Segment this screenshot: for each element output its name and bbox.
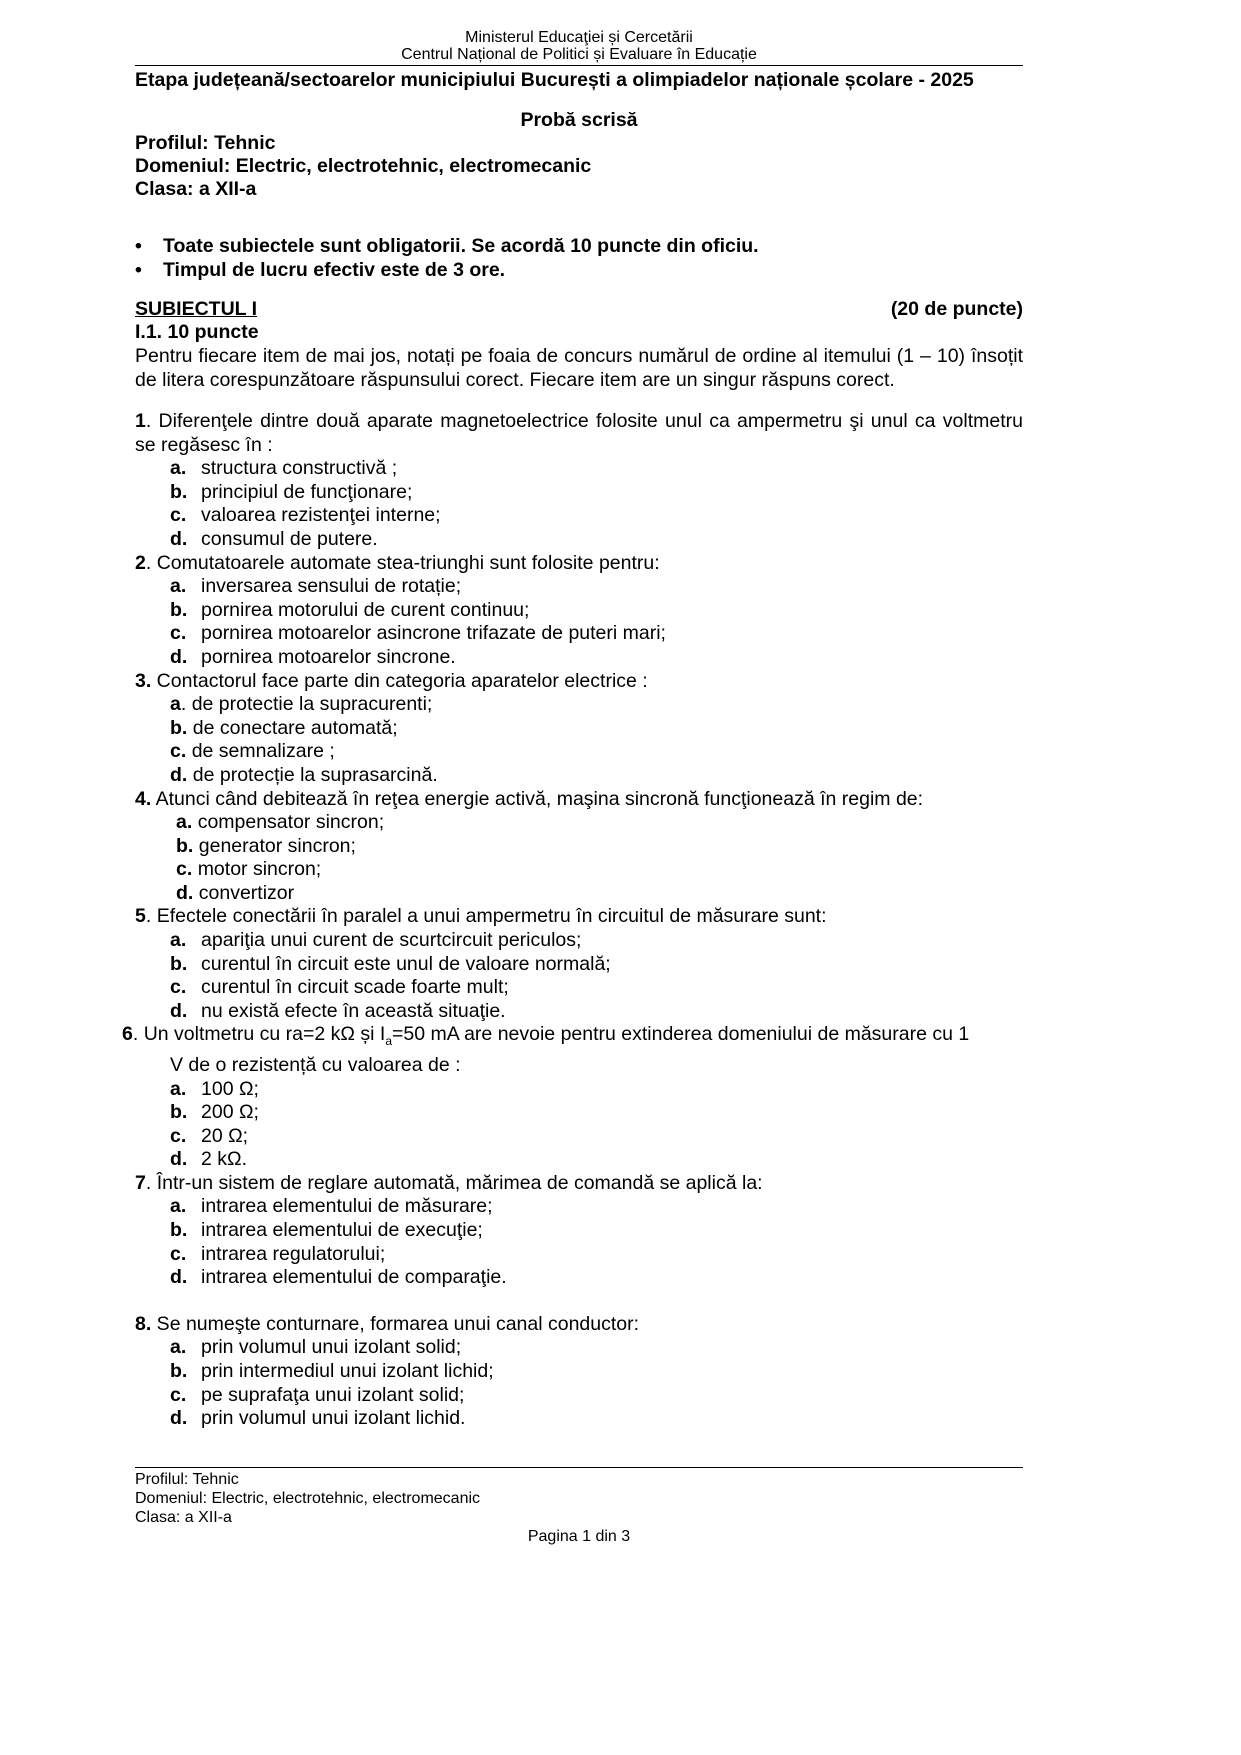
question-item [135, 1172, 1023, 1290]
option-letter: c. [170, 504, 187, 527]
question-number: 3. [135, 669, 152, 692]
answer-option [135, 693, 1023, 717]
header-divider [135, 65, 1023, 66]
answer-option [135, 1219, 1023, 1243]
question-stem [135, 1313, 1023, 1337]
option-letter: b. [170, 1219, 188, 1242]
footer-profile: Profilul: Tehnic [135, 1471, 239, 1488]
question-item [135, 670, 1023, 788]
option-text: de conectare automată; [192, 716, 398, 739]
option-letter: d. [170, 1407, 188, 1430]
answer-option [135, 976, 1023, 1000]
answer-option [135, 858, 1023, 882]
section-heading: I.1. 10 puncte [135, 321, 259, 343]
answer-option [135, 1336, 1023, 1360]
option-text: structura constructivă ; [201, 457, 398, 480]
class: Clasa: a XII-a [135, 178, 257, 200]
answer-option [135, 646, 1023, 670]
answer-option [135, 764, 1023, 788]
question-number: 2 [135, 551, 146, 574]
answer-option [135, 1407, 1023, 1431]
option-text: pornirea motorului de curent continuu; [201, 598, 530, 621]
answer-option [135, 622, 1023, 646]
subject-points: (20 de puncte) [890, 298, 1023, 320]
option-text: principiul de funcţionare; [201, 480, 413, 503]
option-text: intrarea regulatorului; [201, 1242, 386, 1265]
option-letter: a. [170, 929, 187, 952]
question-stem [135, 552, 1023, 576]
option-letter: b. [176, 834, 194, 857]
option-letter: b. [170, 598, 188, 621]
stem-text: . Comutatoarele automate stea-triunghi sunt folosite pentru: [145, 551, 660, 574]
option-text: motor sincron; [197, 858, 322, 881]
stem-text: Atunci când debitează în reţea energie activă, maşina sincronă funcţionează în regim de: [151, 787, 924, 810]
option-letter: a [170, 693, 181, 716]
option-text: compensator sincron; [197, 811, 385, 834]
question-stem [135, 670, 1023, 694]
option-text: pe suprafaţa unui izolant solid; [201, 1383, 465, 1406]
answer-option [135, 528, 1023, 552]
exam-subtitle: Probă scrisă [520, 109, 638, 131]
option-letter: a. [170, 575, 187, 598]
option-letter: c. [170, 622, 187, 645]
option-letter: d. [170, 645, 188, 668]
question-stem [122, 1023, 1023, 1053]
footer-class: Clasa: a XII-a [135, 1509, 232, 1526]
answer-option [135, 1000, 1023, 1024]
option-letter: d. [176, 881, 194, 904]
answer-option [122, 1125, 1023, 1149]
question-item [122, 1023, 1023, 1171]
option-letter: d. [170, 527, 188, 550]
option-text: de protecție la suprasarcină. [192, 763, 438, 786]
option-letter: d. [170, 1148, 188, 1171]
question-number: 6 [122, 1023, 133, 1046]
option-letter: a. [176, 811, 193, 834]
option-text: pornirea motoarelor asincrone trifazate de puteri mari; [201, 622, 666, 645]
option-letter: a. [170, 457, 187, 480]
option-letter: a. [170, 1195, 187, 1218]
answer-option [135, 929, 1023, 953]
question-item [135, 905, 1023, 1023]
option-text: intrarea elementului de execuţie; [201, 1219, 483, 1242]
option-text: generator sincron; [198, 834, 356, 857]
stem-text: . Diferenţele dintre două aparate magnetoelectrice folosite unul ca ampermetru şi unul ca voltmetru se regăsesc în : [135, 410, 1023, 456]
question-stem [135, 1172, 1023, 1196]
profile: Profilul: Tehnic [135, 132, 276, 154]
domain: Domeniul: Electric, electrotehnic, electromecanic [135, 155, 592, 177]
instructions: Pentru fiecare item de mai jos, notați pe foaia de concurs numărul de ordine al itemului (1 – 10) însoțit de litera corespunzătoare răspunsului corect. Fiecare item are un singur răspuns corect. [135, 345, 1023, 391]
question-item [135, 552, 1023, 670]
answer-option [135, 882, 1023, 906]
answer-option [135, 504, 1023, 528]
question-list [122, 410, 1023, 1431]
option-letter: d. [170, 999, 188, 1022]
option-text: curentul în circuit scade foarte mult; [201, 976, 509, 999]
option-text: intrarea elementului de măsurare; [201, 1195, 493, 1218]
answer-option [135, 953, 1023, 977]
answer-option [135, 1360, 1023, 1384]
exam-title: Etapa județeană/sectoarelor municipiului București a olimpiadelor naționale școlare - 2025 [135, 69, 974, 91]
option-letter: b. [170, 952, 188, 975]
option-text: 20 Ω; [201, 1124, 249, 1147]
answer-option [135, 835, 1023, 859]
option-letter: a. [170, 1077, 187, 1100]
stem-text: . Într-un sistem de reglare automată, mărimea de comandă se aplică la: [145, 1171, 763, 1194]
question-number: 4. [135, 787, 152, 810]
answer-option [122, 1101, 1023, 1125]
answer-option [135, 599, 1023, 623]
option-text: nu există efecte în această situaţie. [201, 999, 506, 1022]
option-text: prin volumul unui izolant lichid. [201, 1407, 466, 1430]
option-letter: c. [170, 1242, 187, 1265]
answer-option [122, 1148, 1023, 1172]
option-letter: c. [170, 1383, 187, 1406]
option-text: 100 Ω; [201, 1077, 259, 1100]
answer-option [122, 1078, 1023, 1102]
answer-option [135, 1243, 1023, 1267]
footer-domain: Domeniul: Electric, electrotehnic, electromecanic [135, 1490, 481, 1507]
option-letter: d. [170, 763, 188, 786]
footer-divider [135, 1467, 1023, 1468]
question-number: 8. [135, 1312, 152, 1335]
question-stem [135, 905, 1023, 929]
subject-label: SUBIECTUL I [135, 298, 258, 320]
answer-option [135, 1195, 1023, 1219]
answer-option [135, 575, 1023, 599]
option-text: valoarea rezistenţei interne; [201, 504, 441, 527]
stem-text: =50 mA are nevoie pentru extinderea domeniului de măsurare cu 1 [392, 1023, 970, 1046]
subject-heading [135, 298, 1023, 321]
stem-text: . Un voltmetru cu ra=2 kΩ și I [132, 1023, 386, 1046]
question-item [135, 1313, 1023, 1431]
stem-continuation: V de o rezistență cu valoarea de : [170, 1053, 461, 1076]
option-letter: b. [170, 716, 188, 739]
question-stem [135, 788, 1023, 812]
answer-option [135, 457, 1023, 481]
question-item [135, 410, 1023, 552]
center-name: Centrul Național de Politici și Evaluare în Educație [401, 46, 757, 63]
answer-option [135, 717, 1023, 741]
option-text: 2 kΩ. [201, 1148, 248, 1171]
question-item [135, 788, 1023, 906]
option-text: prin volumul unui izolant solid; [201, 1336, 462, 1359]
option-letter: b. [170, 1360, 188, 1383]
ministry-name: Ministerul Educaţiei și Cercetării [465, 29, 693, 46]
page-number: Pagina 1 din 3 [527, 1528, 631, 1545]
option-text: . de protectie la supracurenti; [180, 693, 433, 716]
option-letter: c. [170, 740, 187, 763]
stem-text: Se numeşte conturnare, formarea unui canal conductor: [151, 1312, 640, 1335]
option-letter: c. [170, 976, 187, 999]
question-stem [135, 410, 1023, 457]
bullet-item: • Timpul de lucru efectiv este de 3 ore. [163, 259, 505, 282]
answer-option [135, 1384, 1023, 1408]
option-text: convertizor [198, 881, 295, 904]
answer-option [135, 1266, 1023, 1290]
option-text: intrarea elementului de comparaţie. [201, 1266, 507, 1289]
stem-subscript: a [385, 1034, 392, 1049]
option-letter: c. [170, 1124, 187, 1147]
option-text: pornirea motoarelor sincrone. [201, 645, 456, 668]
stem-text: Contactorul face parte din categoria aparatelor electrice : [151, 669, 648, 692]
question-number: 1 [135, 410, 146, 432]
option-letter: b. [170, 1101, 188, 1124]
question-number: 5 [135, 905, 146, 928]
option-text: de semnalizare ; [191, 740, 335, 763]
answer-option [135, 481, 1023, 505]
option-letter: a. [170, 1336, 187, 1359]
option-text: prin intermediul unui izolant lichid; [201, 1360, 494, 1383]
option-text: consumul de putere. [201, 527, 378, 550]
option-letter: d. [170, 1266, 188, 1289]
option-letter: c. [176, 858, 193, 881]
question-number: 7 [135, 1171, 146, 1194]
answer-option [135, 811, 1023, 835]
option-letter: b. [170, 480, 188, 503]
option-text: 200 Ω; [201, 1101, 259, 1124]
option-text: curentul în circuit este unul de valoare normală; [201, 952, 611, 975]
bullet-item: • Toate subiectele sunt obligatorii. Se acordă 10 puncte din oficiu. [163, 235, 759, 258]
option-text: inversarea sensului de rotație; [201, 575, 462, 598]
answer-option [135, 740, 1023, 764]
option-text: apariţia unui curent de scurtcircuit periculos; [201, 929, 582, 952]
stem-text: . Efectele conectării în paralel a unui ampermetru în circuitul de măsurare sunt: [145, 905, 827, 928]
